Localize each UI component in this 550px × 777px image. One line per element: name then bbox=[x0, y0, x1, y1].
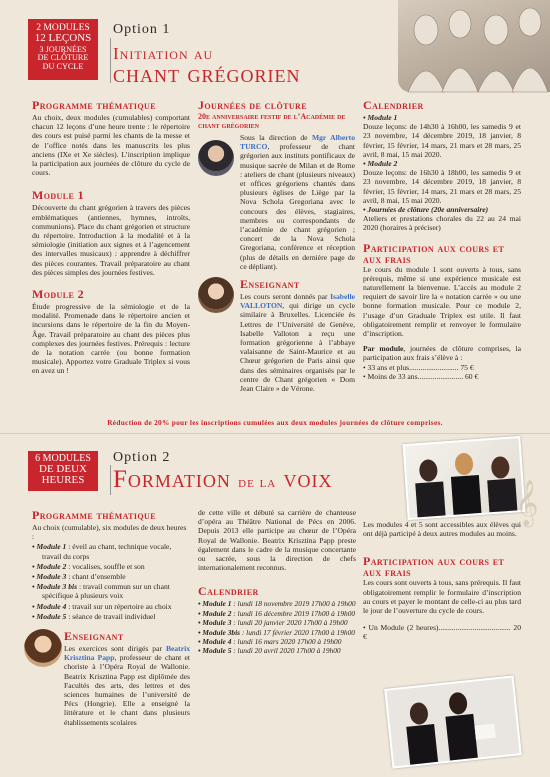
option1-right-column bbox=[363, 98, 521, 381]
calendar-item-label: • Module 5 bbox=[198, 646, 232, 656]
enseignant-heading: Enseignant bbox=[240, 277, 300, 292]
turco-photo bbox=[198, 140, 234, 176]
banner-divider bbox=[0, 433, 550, 434]
journees-body: , professeur de chant grégorien aux instituts pontificaux de musique sacrée de Milan et de Rome : ateliers de chant (plusieurs niveaux) et offices grégoriens chantés dans plusieurs églises de Liège par la Nova Schola Gregoriana avec le concours des élèves, stagiaires, membres ou correspondants de l’académie de chant grégorien ; concert de la Nova Schola Gregoriana, conférence et réception (plus de détails en dernière page de ce dépliant). bbox=[240, 142, 355, 271]
programme2-heading: Programme thématique bbox=[32, 508, 156, 522]
calendar-item-label: • Module 2 bbox=[198, 608, 232, 618]
module-item-label: • Module 4 bbox=[32, 601, 67, 611]
module-item-text: : éveil au chant, technique vocale, travail du corps bbox=[42, 542, 172, 561]
calendar-item-text: : lundi 20 janvier 2020 17h00 à 19h00 bbox=[233, 618, 348, 628]
participation-heading: Participation aux cours et aux frais bbox=[363, 240, 505, 266]
programme2-intro: Au choix (cumulable), six modules de deux heures : bbox=[32, 523, 187, 542]
calendar-item bbox=[198, 637, 356, 646]
option2-left-column bbox=[32, 508, 190, 727]
module2-text: Étude progressive de la sémiologie et de la modalité. Promenade dans le répertoire ancien et incursions dans le répertoire de la fin du Moyen-Âge. Travail préparatoire au chant des pièces plus complexes des journées festives. Prérequis : lecture de la notation carrée (ou bonne formation musicale). Apportez votre Graduale Triplex si vous en avez un ! bbox=[32, 302, 190, 376]
enseignant-prefix: Les cours seront donnés par bbox=[240, 292, 331, 302]
option1-label: Option 1 bbox=[113, 22, 171, 37]
calendar-item-label: • Module 4 bbox=[198, 637, 232, 647]
calendar-item bbox=[198, 618, 356, 627]
module-item-text: : travail sur un répertoire au choix bbox=[68, 601, 172, 611]
module-item-label: • Module 5 bbox=[32, 611, 67, 621]
valloton-name: Isabelle VALLOTON bbox=[240, 292, 355, 311]
badge-line: DE CLÔTURE bbox=[37, 53, 89, 63]
calendar-list bbox=[198, 599, 356, 655]
cal-journees-label: • Journées de clôture (20e anniversaire) bbox=[363, 205, 489, 215]
module-item bbox=[32, 582, 190, 600]
module-item-text: : chant d’ensemble bbox=[68, 572, 126, 582]
programme-heading: Programme thématique bbox=[32, 98, 156, 112]
divider bbox=[110, 465, 111, 495]
module-item-text: : vocalises, souffle et son bbox=[68, 561, 145, 571]
module-list bbox=[32, 542, 190, 621]
badge-line: 6 MODULES bbox=[35, 453, 91, 464]
module-item bbox=[32, 572, 190, 581]
journees-heading: Journées de clôture bbox=[198, 98, 307, 112]
modules-note: Les modules 4 et 5 sont accessibles aux élèves qui ont déjà participé à deux autres modules au moins. bbox=[363, 520, 521, 539]
cal-module1-label: • Module 1 bbox=[363, 113, 398, 122]
module-item-text: : séance de travail individuel bbox=[68, 611, 156, 621]
option2-right-column bbox=[363, 520, 521, 642]
calendar-item-label: • Module 3 bbox=[198, 618, 232, 628]
cal-journees-text: Ateliers et prestations chorales du 22 au 24 mai 2020 (horaires à préciser) bbox=[363, 214, 521, 233]
discount-banner: Réduction de 20% pour les inscriptions cumulées aux deux modules journées de clôture comprises. bbox=[107, 418, 443, 427]
option2-middle-column bbox=[198, 508, 356, 656]
cal-module1-text: Douze leçons: de 14h30 à 16h00, les samedis 9 et 23 novembre, 14 décembre 2019, 18 janvier, 8 février, 15 février, 14 mars, 21 mars et 28 mars, 25 avril, 8 mai, 15 mai 2020. bbox=[363, 122, 521, 159]
badge-line: 3 JOURNÉES bbox=[39, 45, 87, 54]
enseignant-body: , qui dirige un cycle similaire à Bruxelles. Licenciée ès Lettres de l’Université de Genève, Isabelle Valloton a reçu une formation grégorienne à l’abbaye valaisanne de Saint-Maurice et au Chœur grégorien de Paris ainsi que dans des séminaires organisés par le centre de Chant grégorien « Dom Jean Claire » de Vérone. bbox=[240, 301, 355, 394]
module2-heading: Module 2 bbox=[32, 287, 84, 302]
calendar-item bbox=[198, 646, 356, 655]
calendar-item-label: • Module 3bis bbox=[198, 627, 241, 637]
calendrier2-heading: Calendrier bbox=[198, 584, 259, 599]
calendar-item bbox=[198, 609, 356, 618]
module-item-text: : travail commun sur un chant spécifique à plusieurs voix bbox=[42, 582, 170, 601]
badge-line: 12 LEÇONS bbox=[34, 31, 92, 44]
par-module-bold: Par module bbox=[363, 344, 404, 354]
option2-label: Option 2 bbox=[113, 450, 171, 465]
badge-line: DE DEUX bbox=[39, 463, 87, 476]
calendar-item-text: : lundi 18 novembre 2019 17h00 à 19h00 bbox=[233, 599, 356, 609]
option1-left-column bbox=[32, 98, 190, 376]
module1-heading: Module 1 bbox=[32, 188, 84, 203]
participation-tail bbox=[363, 344, 521, 362]
programme-text: Au choix, deux modules (cumulables) comportant chacun 12 leçons d’une heure trente : le répertoire des cours est puisé parmi les chants de la messe et de l’office notés dans les manuscrits les plus anciens (IXe et Xe siècles). L’inscription implique la participation aux journées de clôture du cycle de cours. bbox=[32, 113, 190, 178]
calendar-item-text: : lundi 16 décembre 2019 17h00 à 19h00 bbox=[233, 608, 356, 618]
statue-image bbox=[398, 0, 550, 92]
option1-title-line1: Initiation au bbox=[113, 44, 214, 63]
par-module-text: , journées de clôture comprises, la participation aux frais s’élève à : bbox=[363, 344, 521, 363]
badge-line: HEURES bbox=[41, 474, 85, 487]
calendrier-heading: Calendrier bbox=[363, 98, 424, 112]
calendar-item-text: : lundi 16 mars 2020 17h00 à 19h00 bbox=[233, 637, 342, 647]
calendar-item-label: • Module 1 bbox=[198, 599, 232, 609]
enseignant2-prefix: Les exercices sont dirigés par bbox=[64, 644, 166, 654]
journees-subheading: 20e anniversaire festif de l’Académie de chant grégorien bbox=[198, 112, 346, 130]
papp-name: Beatrix Krisztina Papp bbox=[64, 644, 190, 663]
module-item-label: • Module 1 bbox=[32, 542, 67, 552]
calendar-item bbox=[198, 599, 356, 608]
module-item-label: • Module 2 bbox=[32, 561, 67, 571]
enseignant2-body: , professeur de chant et choriste à l’Opéra Royal de Wallonie. Beatrix Krisztina Papp est diplômée des Facultés des arts, des lettres et des sciences humaines de l’université de Pécs (Hongrie). Elle a enseigné la littérature et le chant dans plusieurs établissements scolaires bbox=[64, 653, 190, 727]
journees-prefix: Sous la direction de bbox=[240, 133, 312, 142]
divider bbox=[110, 38, 111, 83]
statue-figures-icon bbox=[398, 0, 550, 92]
turco-name: Mgr Alberto TURCO bbox=[240, 133, 355, 152]
choir-image bbox=[384, 675, 522, 768]
calendar-item-text: : lundi 20 avril 2020 17h00 à 19h00 bbox=[233, 646, 341, 656]
participation2-text: Les cours sont ouverts à tous, sans prérequis. Il faut obligatoirement remplir le formulaire d’inscription au cours et payer le montant de celle-ci au plus tard le jour de l’ouverture du cycle de cours. bbox=[363, 578, 521, 616]
module1-text: Découverte du chant grégorien à travers des pièces emblématiques (antiennes, hymnes, introïts, communions). Place du chant grégorien et structure du répertoire. Introduction à la modalité et à la sémiologie (initiation aux signes et à l’agencement des intervalles musicaux) : apprendre à déchiffrer des pièces courantes. Travail préparatoire au chant des pièces simples des journées festives. bbox=[32, 203, 190, 277]
cal-module2-text: Douze leçons: de 16h30 à 18h00, les samedis 9 et 23 novembre, 14 décembre 2019, 18 janvier, 8 février, 15 février, 14 mars, 21 mars et 28 mars, 25 avril, 8 mai, 15 mai 2020. bbox=[363, 168, 521, 205]
calendar-item-text: : lundi 17 février 2020 17h00 à 19h00 bbox=[241, 627, 355, 637]
title-formation: Formation bbox=[113, 466, 231, 493]
enseignant2-heading: Enseignant bbox=[64, 629, 124, 644]
module-item-label: • Module 3 bis bbox=[32, 582, 78, 592]
module-item bbox=[32, 542, 190, 560]
fee-line: • 33 ans et plus.......................... 75 € bbox=[363, 362, 474, 372]
enseignant-block bbox=[198, 277, 355, 393]
cal-module2-label: • Module 2 bbox=[363, 159, 398, 169]
choir-figures-icon bbox=[386, 678, 519, 767]
title-de-la: de la bbox=[238, 475, 277, 491]
badge-line: DU CYCLE bbox=[42, 61, 84, 71]
badge-line: 2 MODULES bbox=[36, 22, 90, 33]
option1-badge bbox=[28, 19, 98, 80]
calendar-item bbox=[198, 628, 356, 637]
fee-line: • Moins de 33 ans........................ 60 € bbox=[363, 371, 479, 381]
option1-middle-column bbox=[198, 98, 355, 393]
participation-text: Le cours du module 1 sont ouverts à tous, sans prérequis, même si une expérience musicale est naturellement la bienvenue. L’accès au module 2 requiert de savoir lire la « notation carrée » ou une bonne formation musicale. Pour ce module 2, l’usage d’un Graduale Triplex est utile. Il faut obligatoirement remplir et renvoyer le formulaire d’inscription. bbox=[363, 264, 521, 339]
singers-image bbox=[402, 436, 525, 520]
module-item bbox=[32, 612, 190, 621]
module-item-label: • Module 3 bbox=[32, 572, 67, 582]
option2-title bbox=[113, 466, 332, 494]
enseignant2-block bbox=[32, 629, 190, 727]
valloton-photo bbox=[198, 277, 234, 313]
module-item bbox=[32, 602, 190, 611]
option1-title-line2: chant grégorien bbox=[113, 59, 301, 88]
enseignant2-continued: de cette ville et débuté sa carrière de chanteuse d’opéra au Théâtre National de Pécs en 2006. Depuis 2013 elle participe au chœur de l’Opéra Royal de Wallonie. Beatrix Krisztina Papp preste également dans le cadre de la musique concertante ou sacrée, sous la direction de chefs internationalement reconnus. bbox=[198, 508, 356, 573]
treble-clef-icon: 𝄞 bbox=[515, 480, 539, 526]
module-item bbox=[32, 562, 190, 571]
singers-figures-icon bbox=[405, 438, 524, 518]
fee2-line: • Un Module (2 heures)...................................... 20 € bbox=[363, 623, 521, 642]
option2-badge bbox=[28, 451, 98, 491]
participation2-heading: Participation aux cours et aux frais bbox=[363, 554, 505, 580]
papp-photo bbox=[24, 629, 62, 667]
title-voix: voix bbox=[283, 466, 333, 493]
